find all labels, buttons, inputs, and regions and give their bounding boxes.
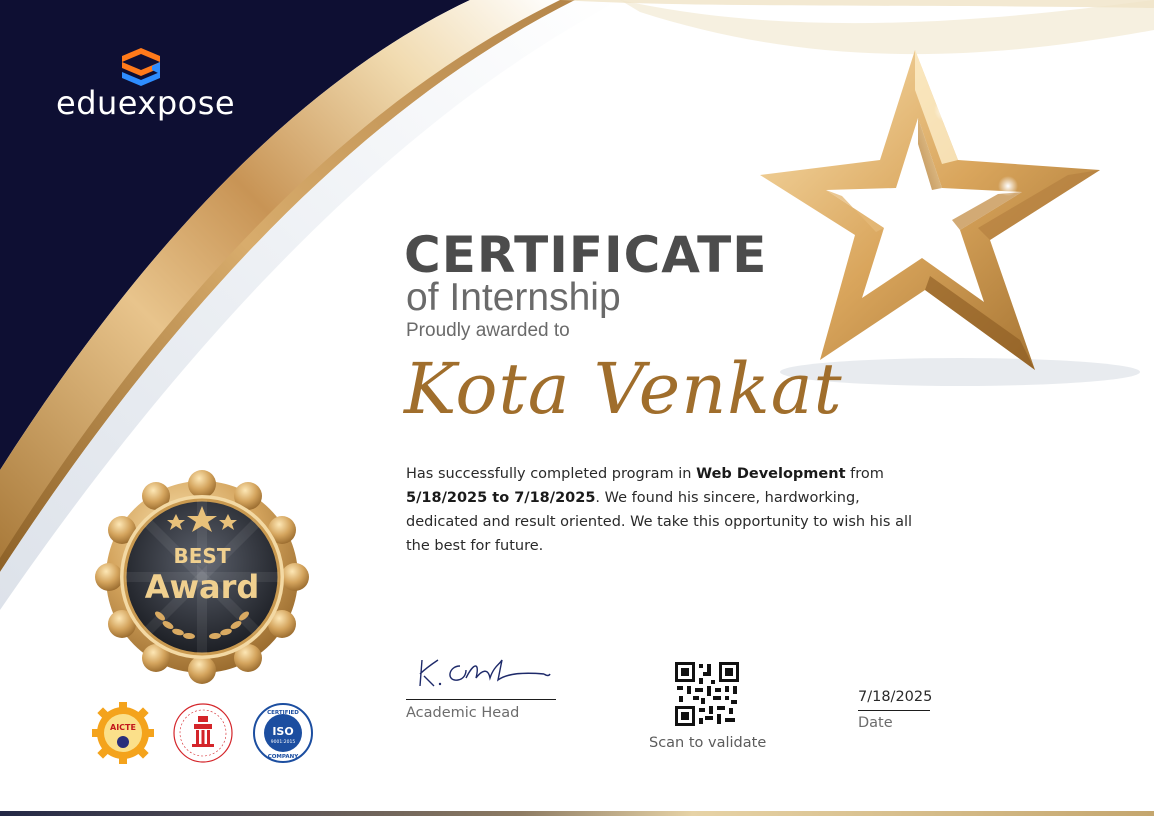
gold-star-icon [750, 40, 1120, 390]
state-council-seal-icon [172, 702, 234, 764]
iso-top-text: CERTIFIED [267, 710, 299, 716]
issue-date: 7/18/2025 [858, 689, 933, 705]
date-line [858, 710, 930, 711]
bottom-border [0, 811, 1154, 816]
aicte-seal-icon [92, 702, 154, 764]
signature-label: Academic Head [406, 705, 520, 721]
signature-icon [404, 656, 560, 696]
iso-sub-text: 9001:2015 [270, 740, 296, 745]
aicte-text: AICTE [110, 723, 136, 732]
brand-name: eduexpose [56, 84, 236, 122]
awarded-line: Proudly awarded to [406, 320, 570, 341]
program-name: Web Development [696, 466, 846, 482]
signature-line [406, 699, 556, 700]
body-rest: . We found his sincere, hardworking, dedicated and result oriented. We take this opportunity to wish his all the best for future. [406, 490, 913, 554]
badge-line2: Award [144, 568, 260, 606]
iso-main-text: ISO [272, 725, 294, 738]
body-intro: Has successfully completed program in [406, 466, 697, 482]
certificate-subtitle: of Internship [406, 276, 621, 319]
logo-icon [118, 46, 164, 88]
date-label: Date [858, 715, 893, 731]
best-award-badge [92, 470, 312, 684]
iso-seal-icon [252, 702, 314, 764]
certificate-title: CERTIFICATE [404, 226, 768, 284]
recipient-name: Kota Venkat [404, 348, 843, 430]
body-from: from [845, 466, 884, 482]
iso-bottom-text: COMPANY [267, 754, 299, 760]
program-period: 5/18/2025 to 7/18/2025 [406, 490, 596, 506]
qr-label: Scan to validate [649, 735, 767, 751]
certificate-body [406, 462, 936, 558]
qr-code-icon[interactable] [675, 662, 739, 726]
badge-line1: BEST [173, 544, 231, 568]
